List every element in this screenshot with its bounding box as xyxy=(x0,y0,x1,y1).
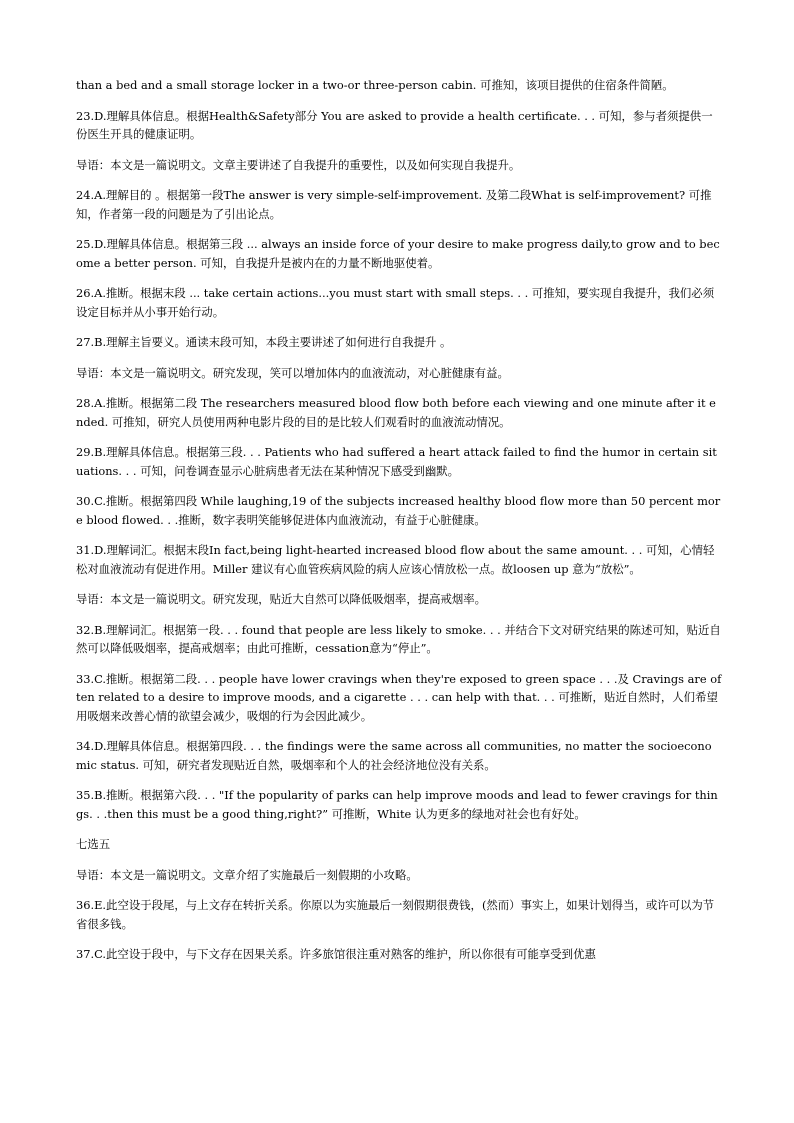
paragraph: 导语：本文是一篇说明文。文章介绍了实施最后一刻假期的小攻略。 xyxy=(76,867,418,882)
paragraph: 28.A.推断。根据第二段 The researchers measured blood flow both before each viewing and one minute after it ended. 可推知，研究人员使用两种电影片段的目的是比较人们观看时的血液流动情况。 xyxy=(76,396,716,429)
paragraph: 34.D.理解具体信息。根据第四段. . . the findings were the same across all communities, no matter the socioeconomic status. 可知，研究者发现贴近自然，吸烟率和个人的社会经济地位没有关系。 xyxy=(76,739,712,772)
paragraph: 导语：本文是一篇说明文。研究发现，贴近大自然可以降低吸烟率，提高戒烟率。 xyxy=(76,592,487,606)
paragraph: 31.D.理解词汇。根据末段In fact,being light-hearted increased blood flow about the same amount. . . 可知，心情轻松对血液流动有促进作用。Miller 建议有心血管疾病风险的病人应该心情放松一点。故loosen up 意为“放松”。 xyxy=(76,543,715,576)
paragraph: 32.B.理解词汇。根据第一段. . . found that people are less likely to smoke. . . 并结合下文对研究结果的陈述可知，贴近自然可以降低吸烟率，提高戒烟率；由此可推断，cessation意为“停止”。 xyxy=(76,622,721,655)
paragraph: 25.D.理解具体信息。根据第三段 ... always an inside force of your desire to make progress daily,to grow and to become a better person. 可知，自我提升是被内在的力量不断地驱使着。 xyxy=(76,237,720,270)
paragraph: 37.C.此空设于段中，与下文存在因果关系。许多旅馆很注重对熟客的维护，所以你很有可能享受到优惠 xyxy=(76,947,596,961)
paragraph: than a bed and a small storage locker in a two-or three-person cabin. 可推知，该项目提供的住宿条件简陋。 xyxy=(76,78,674,92)
paragraph: 27.B.理解主旨要义。通读末段可知，本段主要讲述了如何进行自我提升 。 xyxy=(76,335,452,349)
paragraph: 30.C.推断。根据第四段 While laughing,19 of the subjects increased healthy blood flow more than 50 percent more blood flowed. . .推断，数字表明笑能够促进体内血液流动，有益于心脏健康。 xyxy=(76,494,721,527)
paragraph: 26.A.推断。根据末段 ... take certain actions...you must start with small steps. . . 可推知，要实现自我提升，我们必须设定目标并从小事开始行动。 xyxy=(76,286,715,319)
paragraph: 24.A.理解目的 。根据第一段The answer is very simple-self-improvement. 及第二段What is self-improvement? 可推知，作者第一段的问题是为了引出论点。 xyxy=(76,188,712,221)
paragraph: 导语：本文是一篇说明文。研究发现，笑可以增加体内的血液流动，对心脏健康有益。 xyxy=(76,365,509,380)
paragraph: 33.C.推断。根据第二段. . . people have lower cravings when they're exposed to green space . . .及 Cravings are often related to a desire to improve moods, and a cigarette . . . can help with that. . . 可推断，贴近自然时，人们希望用吸烟来改善心情的欲望会减少，吸烟的行为会因此减少。 xyxy=(76,671,722,723)
document-page xyxy=(76,76,722,976)
paragraph: 29.B.理解具体信息。根据第三段. . . Patients who had suffered a heart attack failed to find the humor in certain situations. . . 可知，问卷调查显示心脏病患者无法在某种情况下感受到幽默。 xyxy=(76,445,717,478)
paragraph: 36.E.此空设于段尾，与上文存在转折关系。你原以为实施最后一刻假期很费钱，(然而）事实上，如果计划得当，或许可以为节省很多钱。 xyxy=(76,898,715,931)
paragraph: 35.B.推断。根据第六段. . . "If the popularity of parks can help improve moods and lead to fewer cravings for things. . .then this must be a good thing,right?” 可推断，White 认为更多的绿地对社会也有好处。 xyxy=(76,788,718,821)
paragraph: 导语：本文是一篇说明文。文章主要讲述了自我提升的重要性，以及如何实现自我提升。 xyxy=(76,157,521,172)
paragraph: 23.D.理解具体信息。根据Health&Safety部分 You are asked to provide a health certificate. . . 可知，参与者须提供一份医生开具的健康证明。 xyxy=(76,108,713,141)
section-heading: 七选五 xyxy=(76,837,111,851)
